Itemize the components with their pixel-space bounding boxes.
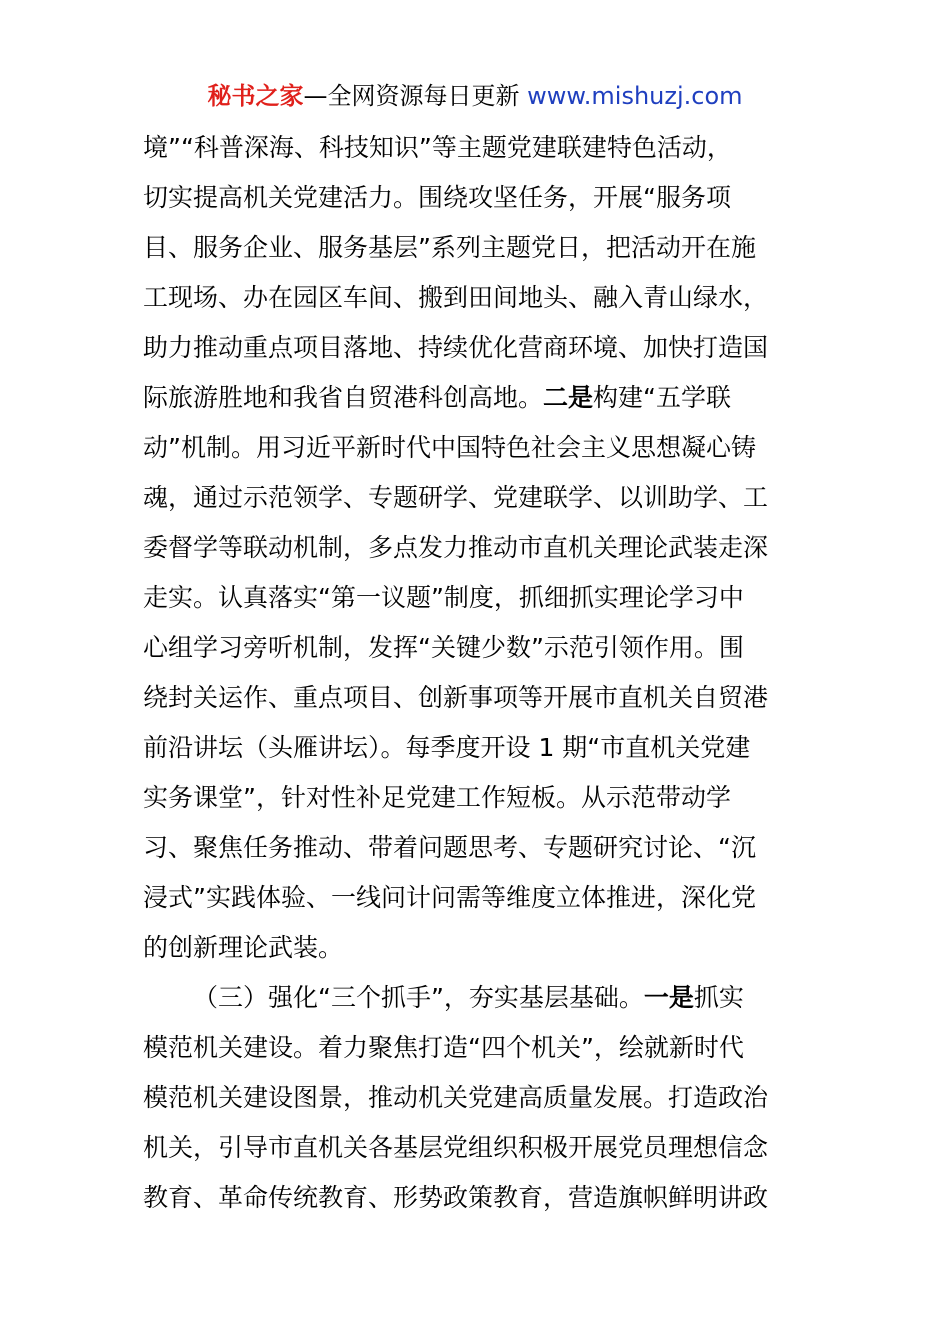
site-brand: 秘书之家 bbox=[207, 82, 304, 110]
text-segment: 习、聚焦任务推动、带着问题思考、专题研究讨论、“沉 bbox=[143, 833, 756, 862]
text-line bbox=[143, 523, 808, 573]
text-line bbox=[143, 773, 808, 823]
text-line bbox=[143, 973, 808, 1023]
text-line bbox=[143, 423, 808, 473]
text-segment: 工现场、办在园区车间、搬到田间地头、融入青山绿水， bbox=[143, 283, 769, 312]
bold-marker: 二是 bbox=[543, 383, 594, 412]
text-segment: 际旅游胜地和我省自贸港科创高地。 bbox=[143, 383, 544, 412]
bold-marker: 一是 bbox=[643, 983, 694, 1012]
text-line bbox=[143, 623, 808, 673]
site-tagline: —全网资源每日更新 bbox=[303, 82, 528, 110]
site-header bbox=[0, 80, 950, 112]
text-line bbox=[143, 873, 808, 923]
text-line bbox=[143, 1123, 808, 1173]
text-segment: 境”“科普深海、科技知识”等主题党建联建特色活动， bbox=[143, 133, 732, 162]
text-segment: 魂，通过示范领学、专题研学、党建联学、以训助学、工 bbox=[143, 483, 769, 512]
text-segment: 实务课堂”，针对性补足党建工作短板。从示范带动学 bbox=[143, 783, 731, 812]
text-segment: 走实。认真落实“第一议题”制度，抓细抓实理论学习中 bbox=[143, 583, 744, 612]
text-segment: 机关，引导市直机关各基层党组织积极开展党员理想信念 bbox=[143, 1133, 769, 1162]
text-line bbox=[143, 123, 808, 173]
text-line bbox=[143, 223, 808, 273]
text-line bbox=[143, 723, 808, 773]
text-segment: 助力推动重点项目落地、持续优化营商环境、加快打造国 bbox=[143, 333, 769, 362]
document-body bbox=[143, 123, 808, 1223]
text-segment: 构建“五学联 bbox=[593, 383, 731, 412]
text-line bbox=[143, 823, 808, 873]
text-segment: 心组学习旁听机制，发挥“关键少数”示范引领作用。围 bbox=[143, 633, 744, 662]
text-segment: 的创新理论武装。 bbox=[143, 933, 344, 962]
text-line bbox=[143, 923, 808, 973]
text-line bbox=[143, 573, 808, 623]
text-segment: 模范机关建设。着力聚焦打造“四个机关”，绘就新时代 bbox=[143, 1033, 744, 1062]
text-segment: 绕封关运作、重点项目、创新事项等开展市直机关自贸港 bbox=[143, 683, 769, 712]
text-line bbox=[143, 173, 808, 223]
text-line bbox=[143, 1173, 808, 1223]
text-line bbox=[143, 373, 808, 423]
text-line bbox=[143, 323, 808, 373]
site-url-link[interactable]: www.mishuzj.com bbox=[527, 82, 743, 110]
text-line bbox=[143, 673, 808, 723]
text-segment: 浸式”实践体验、一线问计问需等维度立体推进，深化党 bbox=[143, 883, 756, 912]
text-segment: 动”机制。用习近平新时代中国特色社会主义思想凝心铸 bbox=[143, 433, 756, 462]
text-segment: 模范机关建设图景，推动机关党建高质量发展。打造政治 bbox=[143, 1083, 769, 1112]
text-segment: 目、服务企业、服务基层”系列主题党日，把活动开在施 bbox=[143, 233, 756, 262]
text-segment: 前沿讲坛（头雁讲坛）。每季度开设 1 期“市直机关党建 bbox=[143, 733, 751, 762]
text-line bbox=[143, 1023, 808, 1073]
text-line bbox=[143, 473, 808, 523]
text-segment: （三）强化“三个抓手”，夯实基层基础。 bbox=[193, 983, 644, 1012]
text-line bbox=[143, 273, 808, 323]
text-segment: 委督学等联动机制，多点发力推动市直机关理论武装走深 bbox=[143, 533, 769, 562]
text-segment: 抓实 bbox=[693, 983, 744, 1012]
text-segment: 切实提高机关党建活力。围绕攻坚任务，开展“服务项 bbox=[143, 183, 731, 212]
text-line bbox=[143, 1073, 808, 1123]
text-segment: 教育、革命传统教育、形势政策教育，营造旗帜鲜明讲政 bbox=[143, 1183, 769, 1212]
